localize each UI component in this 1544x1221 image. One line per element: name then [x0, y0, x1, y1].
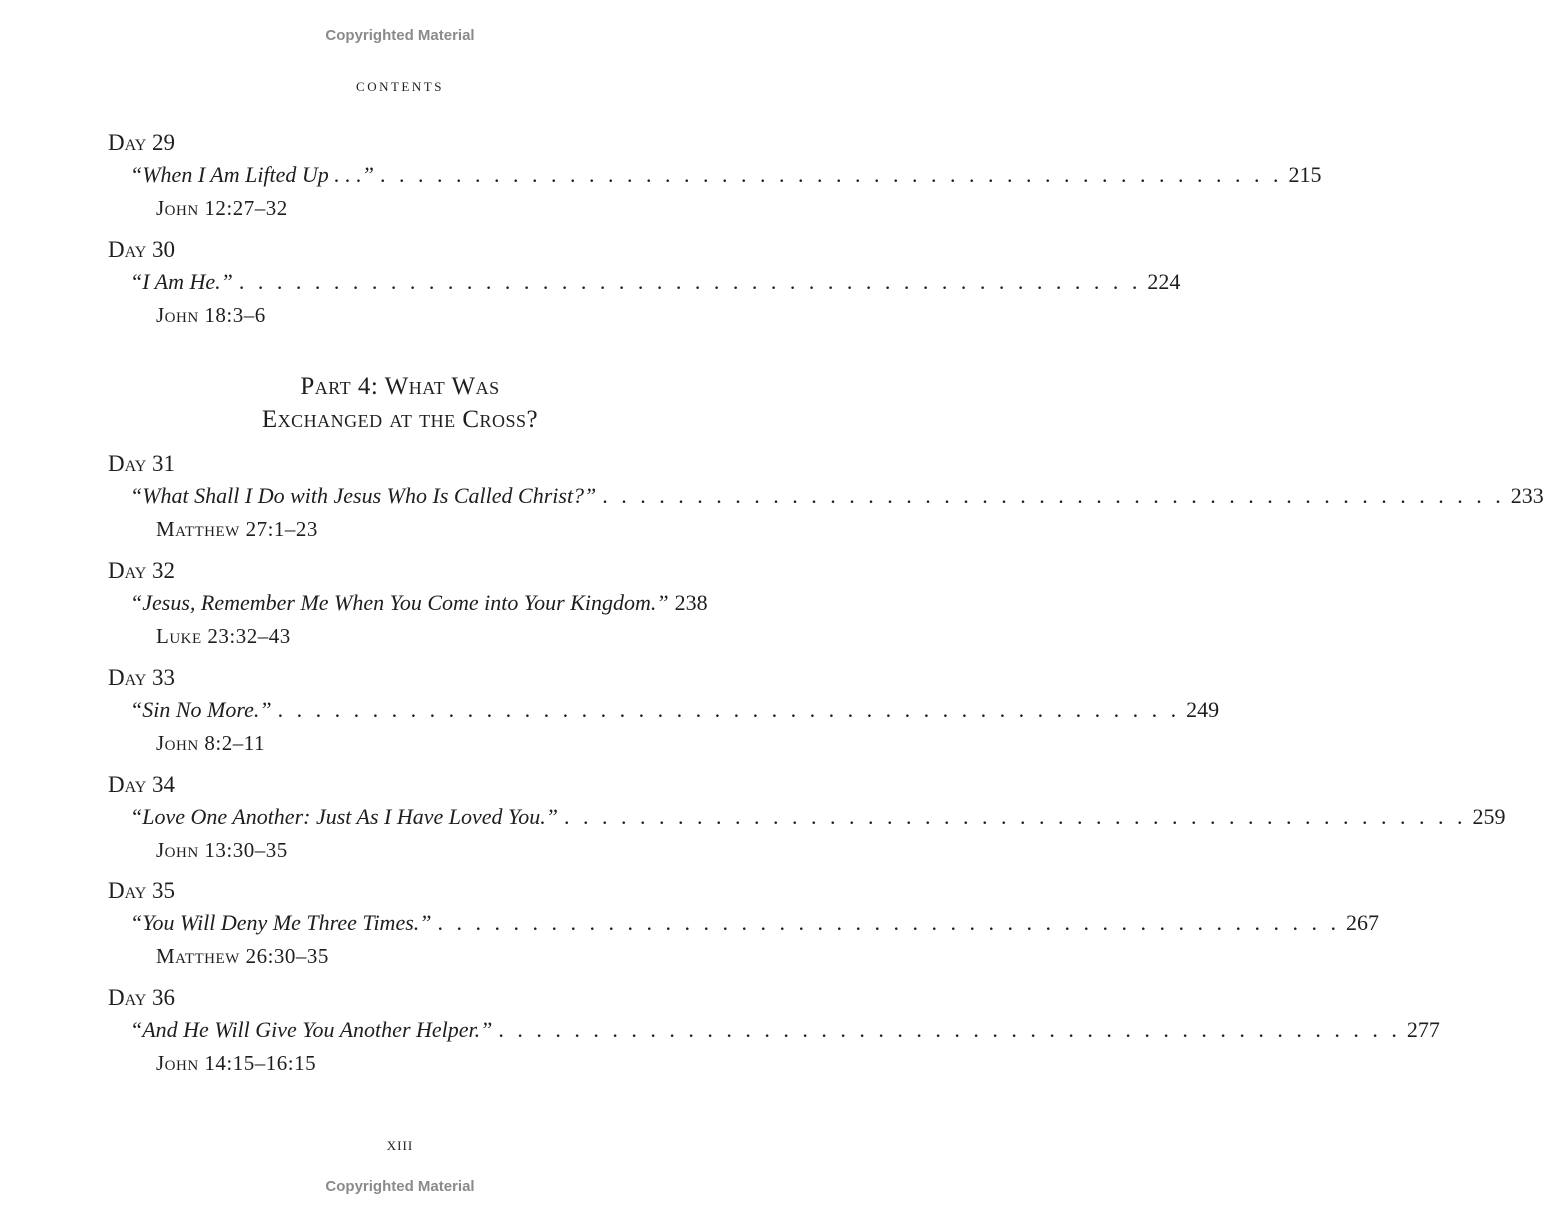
day-label: Day 32 [108, 558, 176, 583]
toc-entry[interactable] [0, 449, 1544, 559]
toc-entry[interactable] [0, 770, 1506, 880]
chapter-title: “Jesus, Remember Me When You Come into Your Kingdom.” [130, 590, 669, 615]
chapter-title: “I Am He.” [130, 269, 233, 294]
title-line[interactable] [130, 802, 1506, 832]
toc-entry[interactable] [0, 235, 1181, 345]
toc-entry[interactable] [0, 983, 1440, 1093]
page-number: 259 [1472, 804, 1506, 829]
scripture-reference: Matthew 27:1–23 [156, 517, 318, 541]
dot-leader: . . . . . . . . . . . . . . . . . . . . . . . . . . . . . . . . . . . . . . . . . . . . . . . . [563, 804, 1467, 829]
page-number: 267 [1346, 910, 1380, 935]
chapter-title: “Love One Another: Just As I Have Loved You.” [130, 804, 558, 829]
page-number: 215 [1288, 162, 1322, 187]
scripture-reference: John 8:2–11 [156, 731, 265, 755]
page-folio: xiii [386, 1134, 414, 1155]
scripture-reference: John 18:3–6 [156, 303, 266, 327]
dot-leader: . . . . . . . . . . . . . . . . . . . . . . . . . . . . . . . . . . . . . . . . . . . . . . . . [498, 1017, 1401, 1042]
page-number: 238 [674, 590, 708, 615]
dot-leader: . . . . . . . . . . . . . . . . . . . . . . . . . . . . . . . . . . . . . . . . . . . . . . . . [277, 697, 1181, 722]
chapter-title: “Sin No More.” [130, 697, 272, 722]
page-number: 277 [1406, 1017, 1440, 1042]
toc-entry[interactable] [0, 663, 1220, 773]
page-number: 249 [1186, 697, 1220, 722]
chapter-title: “When I Am Lifted Up . . .” [130, 162, 375, 187]
part-heading-line-1: Part 4: What Was [300, 373, 500, 400]
title-line[interactable] [130, 1015, 1440, 1045]
title-line[interactable] [130, 267, 1181, 297]
day-label: Day 34 [108, 772, 176, 797]
title-line[interactable] [130, 695, 1220, 725]
dot-leader: . . . . . . . . . . . . . . . . . . . . . . . . . . . . . . . . . . . . . . . . . . . . . . . . [238, 269, 1142, 294]
toc-entry[interactable] [0, 128, 1322, 238]
dot-leader: . . . . . . . . . . . . . . . . . . . . . . . . . . . . . . . . . . . . . . . . . . . . . . . . [380, 162, 1283, 187]
part-heading-line-2: Exchanged at the Cross? [261, 406, 539, 433]
toc-entry[interactable] [0, 556, 800, 666]
day-label: Day 33 [108, 665, 176, 690]
chapter-title: “What Shall I Do with Jesus Who Is Called Christ?” [130, 483, 597, 508]
toc-entry[interactable] [0, 876, 1380, 986]
scripture-reference: John 14:15–16:15 [156, 1051, 317, 1075]
scripture-reference: John 12:27–32 [156, 196, 288, 220]
page-number: 224 [1147, 269, 1181, 294]
scripture-reference: John 13:30–35 [156, 838, 288, 862]
title-line[interactable] [130, 481, 1544, 511]
dot-leader: . . . . . . . . . . . . . . . . . . . . . . . . . . . . . . . . . . . . . . . . . . . . . . . . [602, 483, 1505, 508]
day-label: Day 36 [108, 985, 176, 1010]
chapter-title: “You Will Deny Me Three Times.” [130, 910, 432, 935]
dot-leader: . . . . . . . . . . . . . . . . . . . . . . . . . . . . . . . . . . . . . . . . . . . . . . . . [437, 910, 1341, 935]
day-label: Day 30 [108, 237, 176, 262]
title-line[interactable] [130, 908, 1380, 938]
title-line[interactable] [130, 160, 1322, 190]
copyright-watermark-top: Copyrighted Material [325, 27, 475, 44]
scripture-reference: Luke 23:32–43 [156, 624, 291, 648]
day-label: Day 31 [108, 451, 176, 476]
day-label: Day 29 [108, 130, 176, 155]
day-label: Day 35 [108, 878, 176, 903]
scripture-reference: Matthew 26:30–35 [156, 944, 329, 968]
chapter-title: “And He Will Give You Another Helper.” [130, 1017, 493, 1042]
copyright-watermark-bottom: Copyrighted Material [325, 1178, 475, 1195]
running-head: contents [356, 75, 444, 95]
page-number: 233 [1510, 483, 1544, 508]
title-line[interactable] [130, 588, 708, 618]
